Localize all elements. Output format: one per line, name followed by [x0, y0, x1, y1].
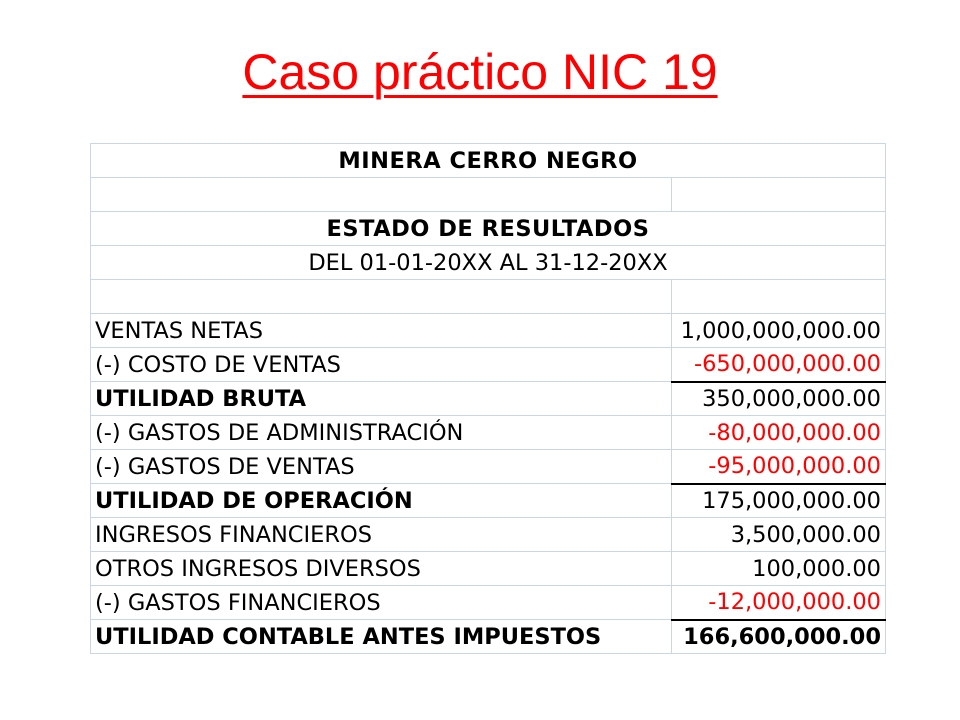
- row-amount: 100,000.00: [672, 552, 886, 586]
- blank-row: [91, 280, 886, 314]
- slide-title-text: Caso práctico NIC 19: [242, 44, 718, 100]
- table-row: [91, 314, 886, 348]
- row-label: (-) GASTOS FINANCIEROS: [91, 586, 672, 620]
- row-label: (-) GASTOS DE ADMINISTRACIÓN: [91, 416, 672, 450]
- table-row: [91, 416, 886, 450]
- row-amount: 166,600,000.00: [672, 620, 886, 654]
- row-label: UTILIDAD CONTABLE ANTES IMPUESTOS: [91, 620, 672, 654]
- income-statement-table: [90, 143, 886, 654]
- row-label: INGRESOS FINANCIEROS: [91, 518, 672, 552]
- blank-cell: [672, 280, 886, 314]
- blank-cell: [91, 280, 672, 314]
- row-amount: -12,000,000.00: [672, 586, 886, 620]
- table-row: [91, 586, 886, 620]
- row-amount: 1,000,000,000.00: [672, 314, 886, 348]
- company-row: [91, 144, 886, 178]
- row-amount: -80,000,000.00: [672, 416, 886, 450]
- slide-title: [0, 42, 960, 102]
- row-amount: 350,000,000.00: [672, 382, 886, 416]
- blank-row: [91, 178, 886, 212]
- table-row: [91, 484, 886, 518]
- table-row: [91, 552, 886, 586]
- table-row: [91, 382, 886, 416]
- row-label: UTILIDAD BRUTA: [91, 382, 672, 416]
- row-amount: -95,000,000.00: [672, 450, 886, 484]
- row-label: OTROS INGRESOS DIVERSOS: [91, 552, 672, 586]
- row-amount: 175,000,000.00: [672, 484, 886, 518]
- row-label: VENTAS NETAS: [91, 314, 672, 348]
- report-title-row: [91, 212, 886, 246]
- blank-cell: [91, 178, 672, 212]
- report-period: DEL 01-01-20XX AL 31-12-20XX: [91, 246, 886, 280]
- row-label: (-) COSTO DE VENTAS: [91, 348, 672, 382]
- period-row: [91, 246, 886, 280]
- company-name: MINERA CERRO NEGRO: [91, 144, 886, 178]
- row-label: (-) GASTOS DE VENTAS: [91, 450, 672, 484]
- table-row: [91, 518, 886, 552]
- row-amount: 3,500,000.00: [672, 518, 886, 552]
- row-label: UTILIDAD DE OPERACIÓN: [91, 484, 672, 518]
- report-title: ESTADO DE RESULTADOS: [91, 212, 886, 246]
- blank-cell: [672, 178, 886, 212]
- row-amount: -650,000,000.00: [672, 348, 886, 382]
- table-row: [91, 348, 886, 382]
- table-row: [91, 450, 886, 484]
- table-row: [91, 620, 886, 654]
